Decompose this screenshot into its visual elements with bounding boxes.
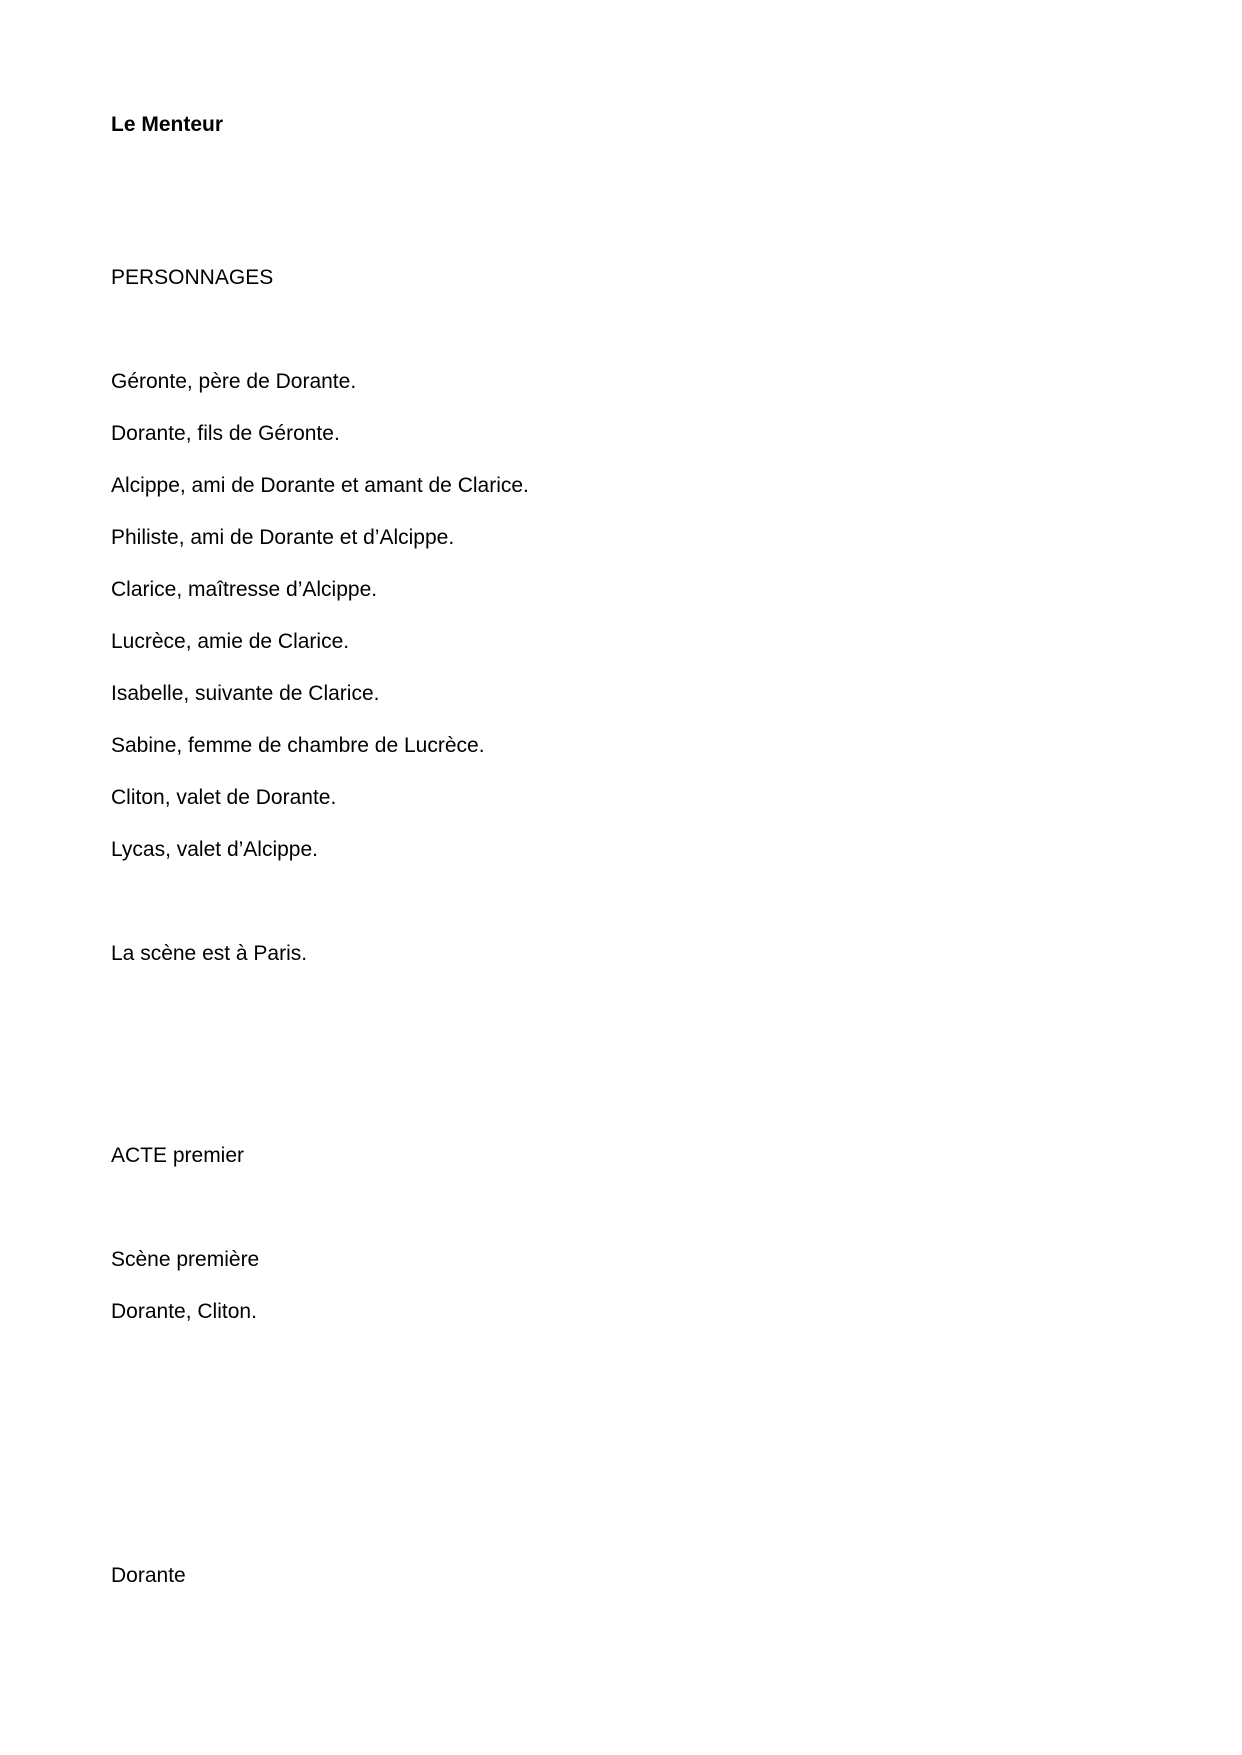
character-list-item: Lycas, valet d’Alcippe. <box>111 838 318 861</box>
character-list-item: Philiste, ami de Dorante et d’Alcippe. <box>111 526 455 549</box>
scene-heading: Scène première <box>111 1248 260 1271</box>
act-heading: ACTE premier <box>111 1144 245 1167</box>
character-list-item: Cliton, valet de Dorante. <box>111 786 337 809</box>
setting-line: La scène est à Paris. <box>111 942 308 965</box>
character-list-item: Lucrèce, amie de Clarice. <box>111 630 350 653</box>
character-list-item: Clarice, maîtresse d’Alcippe. <box>111 578 378 601</box>
character-list-item: Alcippe, ami de Dorante et amant de Clarice. <box>111 474 529 497</box>
document-title: Le Menteur <box>111 113 224 136</box>
character-list-item: Géronte, père de Dorante. <box>111 370 357 393</box>
character-list-item: Dorante, fils de Géronte. <box>111 422 340 445</box>
speaker-name: Dorante <box>111 1564 186 1587</box>
character-list-item: Isabelle, suivante de Clarice. <box>111 682 380 705</box>
character-list-item: Sabine, femme de chambre de Lucrèce. <box>111 734 485 757</box>
personnages-heading: PERSONNAGES <box>111 266 274 289</box>
scene-characters: Dorante, Cliton. <box>111 1300 257 1323</box>
